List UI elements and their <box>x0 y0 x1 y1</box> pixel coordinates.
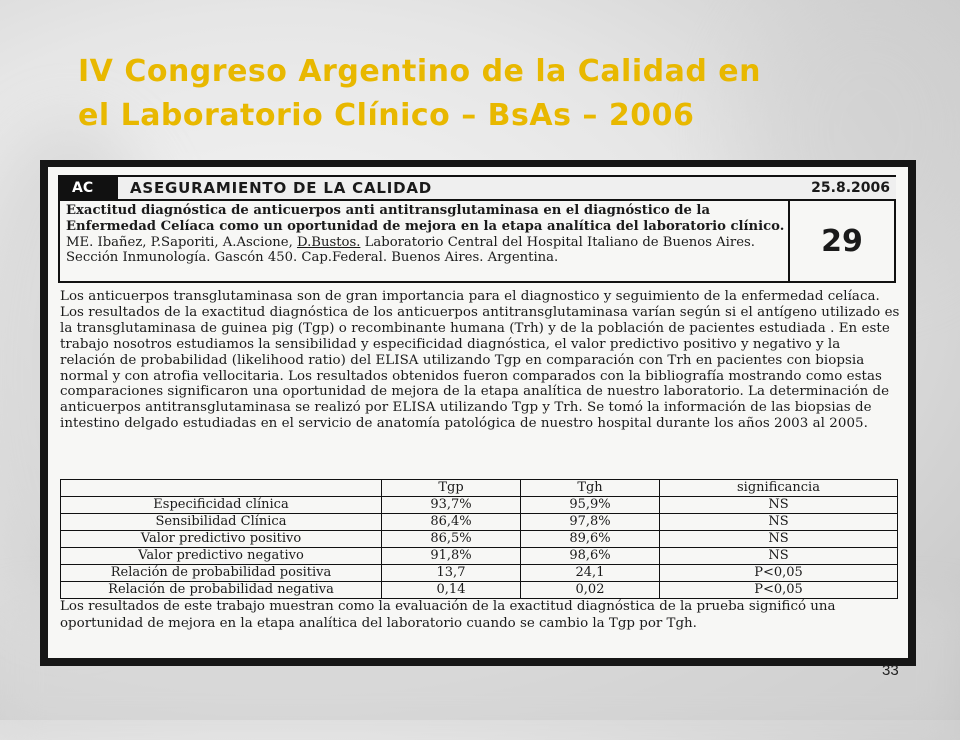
table-cell: Sensibilidad Clínica <box>61 514 382 531</box>
results-table <box>60 479 898 599</box>
table-cell: 93,7% <box>382 497 521 514</box>
slide-title-line-1: IV Congreso Argentino de la Calidad en <box>78 54 761 89</box>
table-cell: NS <box>660 531 898 548</box>
table-cell: 0,14 <box>382 582 521 599</box>
table-row <box>61 497 898 514</box>
abstract-heading <box>66 203 786 266</box>
table-cell: 98,6% <box>521 548 660 565</box>
table-header-cell <box>61 480 382 497</box>
slide-title <box>78 50 898 138</box>
section-code-badge: AC <box>58 177 118 199</box>
table-cell: 0,02 <box>521 582 660 599</box>
table-header-cell: Tgh <box>521 480 660 497</box>
table-cell: 95,9% <box>521 497 660 514</box>
abstract-date: 25.8.2006 <box>811 180 890 196</box>
table-cell: Especificidad clínica <box>61 497 382 514</box>
table-cell: 86,4% <box>382 514 521 531</box>
slide-title-line-2: el Laboratorio Clínico – BsAs – 2006 <box>78 98 695 133</box>
abstract-affiliation: Laboratorio Central del Hospital Italiano de Buenos Aires. Sección Inmunología. Gascón 450. Cap.Federal. Buenos Aires. Argentina. <box>66 234 755 266</box>
table-cell: Relación de probabilidad negativa <box>61 582 382 599</box>
table-cell: P<0,05 <box>660 582 898 599</box>
scanned-abstract <box>48 167 908 658</box>
table-cell: 91,8% <box>382 548 521 565</box>
section-name: ASEGURAMIENTO DE LA CALIDAD <box>130 179 433 197</box>
results-table-header-row <box>61 480 898 497</box>
table-cell: NS <box>660 548 898 565</box>
table-cell: 13,7 <box>382 565 521 582</box>
table-cell: NS <box>660 497 898 514</box>
table-header-cell: significancia <box>660 480 898 497</box>
table-cell: 24,1 <box>521 565 660 582</box>
table-header-cell: Tgp <box>382 480 521 497</box>
table-row <box>61 582 898 599</box>
section-header <box>58 175 896 201</box>
table-cell: 86,5% <box>382 531 521 548</box>
abstract-presenting-author: D.Bustos. <box>296 234 361 250</box>
abstract-body: Los anticuerpos transglutaminasa son de gran importancia para el diagnostico y seguimiento de la enfermedad celíaca. Los resultados de la exactitud diagnóstica de los anticuerpos antitransglutaminasa varían según si el antígeno utilizado es la transglutaminasa de guinea pig (Tgp) o recombinante humana (Trh) y de la población de pacientes estudiada . En este trabajo nosotros estudiamos la sensibilidad y especificidad diagnóstica, el valor predictivo positivo y negativo y la relación de probabilidad (likelihood ratio) del ELISA utilizando Tgp en comparación con Trh en pacientes con biopsia normal y con atrofia vellocitaria. Los resultados obtenidos fueron comparados con la bibliografía mostrando como estas comparaciones significaron una oportunidad de mejora de la etapa analítica de nuestro laboratorio. La determinación de anticuerpos antitransglutaminasa se realizó por ELISA utilizando Tgp y Trh. Se tomó la información de las biopsias de intestino delgado estudiadas en el servicio de anatomía patológica de nuestro hospital durante los años 2003 al 2005. <box>60 289 900 432</box>
table-cell: Valor predictivo positivo <box>61 531 382 548</box>
abstract-header-box <box>58 199 896 283</box>
page-number: 33 <box>882 662 899 679</box>
abstract-number: 29 <box>788 201 894 281</box>
table-row <box>61 531 898 548</box>
table-row <box>61 548 898 565</box>
abstract-title: Exactitud diagnóstica de anticuerpos anti antitransglutaminasa en el diagnóstico de la Enfermedad Celíaca como un oportunidad de mejora en la etapa analítica del laboratorio clínico. <box>66 203 785 234</box>
table-cell: P<0,05 <box>660 565 898 582</box>
table-cell: NS <box>660 514 898 531</box>
table-cell: Valor predictivo negativo <box>61 548 382 565</box>
table-cell: Relación de probabilidad positiva <box>61 565 382 582</box>
table-row <box>61 565 898 582</box>
abstract-conclusion: Los resultados de este trabajo muestran como la evaluación de la exactitud diagnóstica de la prueba significó una oportunidad de mejora en la etapa analítica del laboratorio cuando se cambio la Tgp por Tgh. <box>60 599 836 631</box>
table-row <box>61 514 898 531</box>
table-cell: 89,6% <box>521 531 660 548</box>
abstract-authors: ME. Ibañez, P.Saporiti, A.Ascione, <box>66 234 297 250</box>
table-cell: 97,8% <box>521 514 660 531</box>
